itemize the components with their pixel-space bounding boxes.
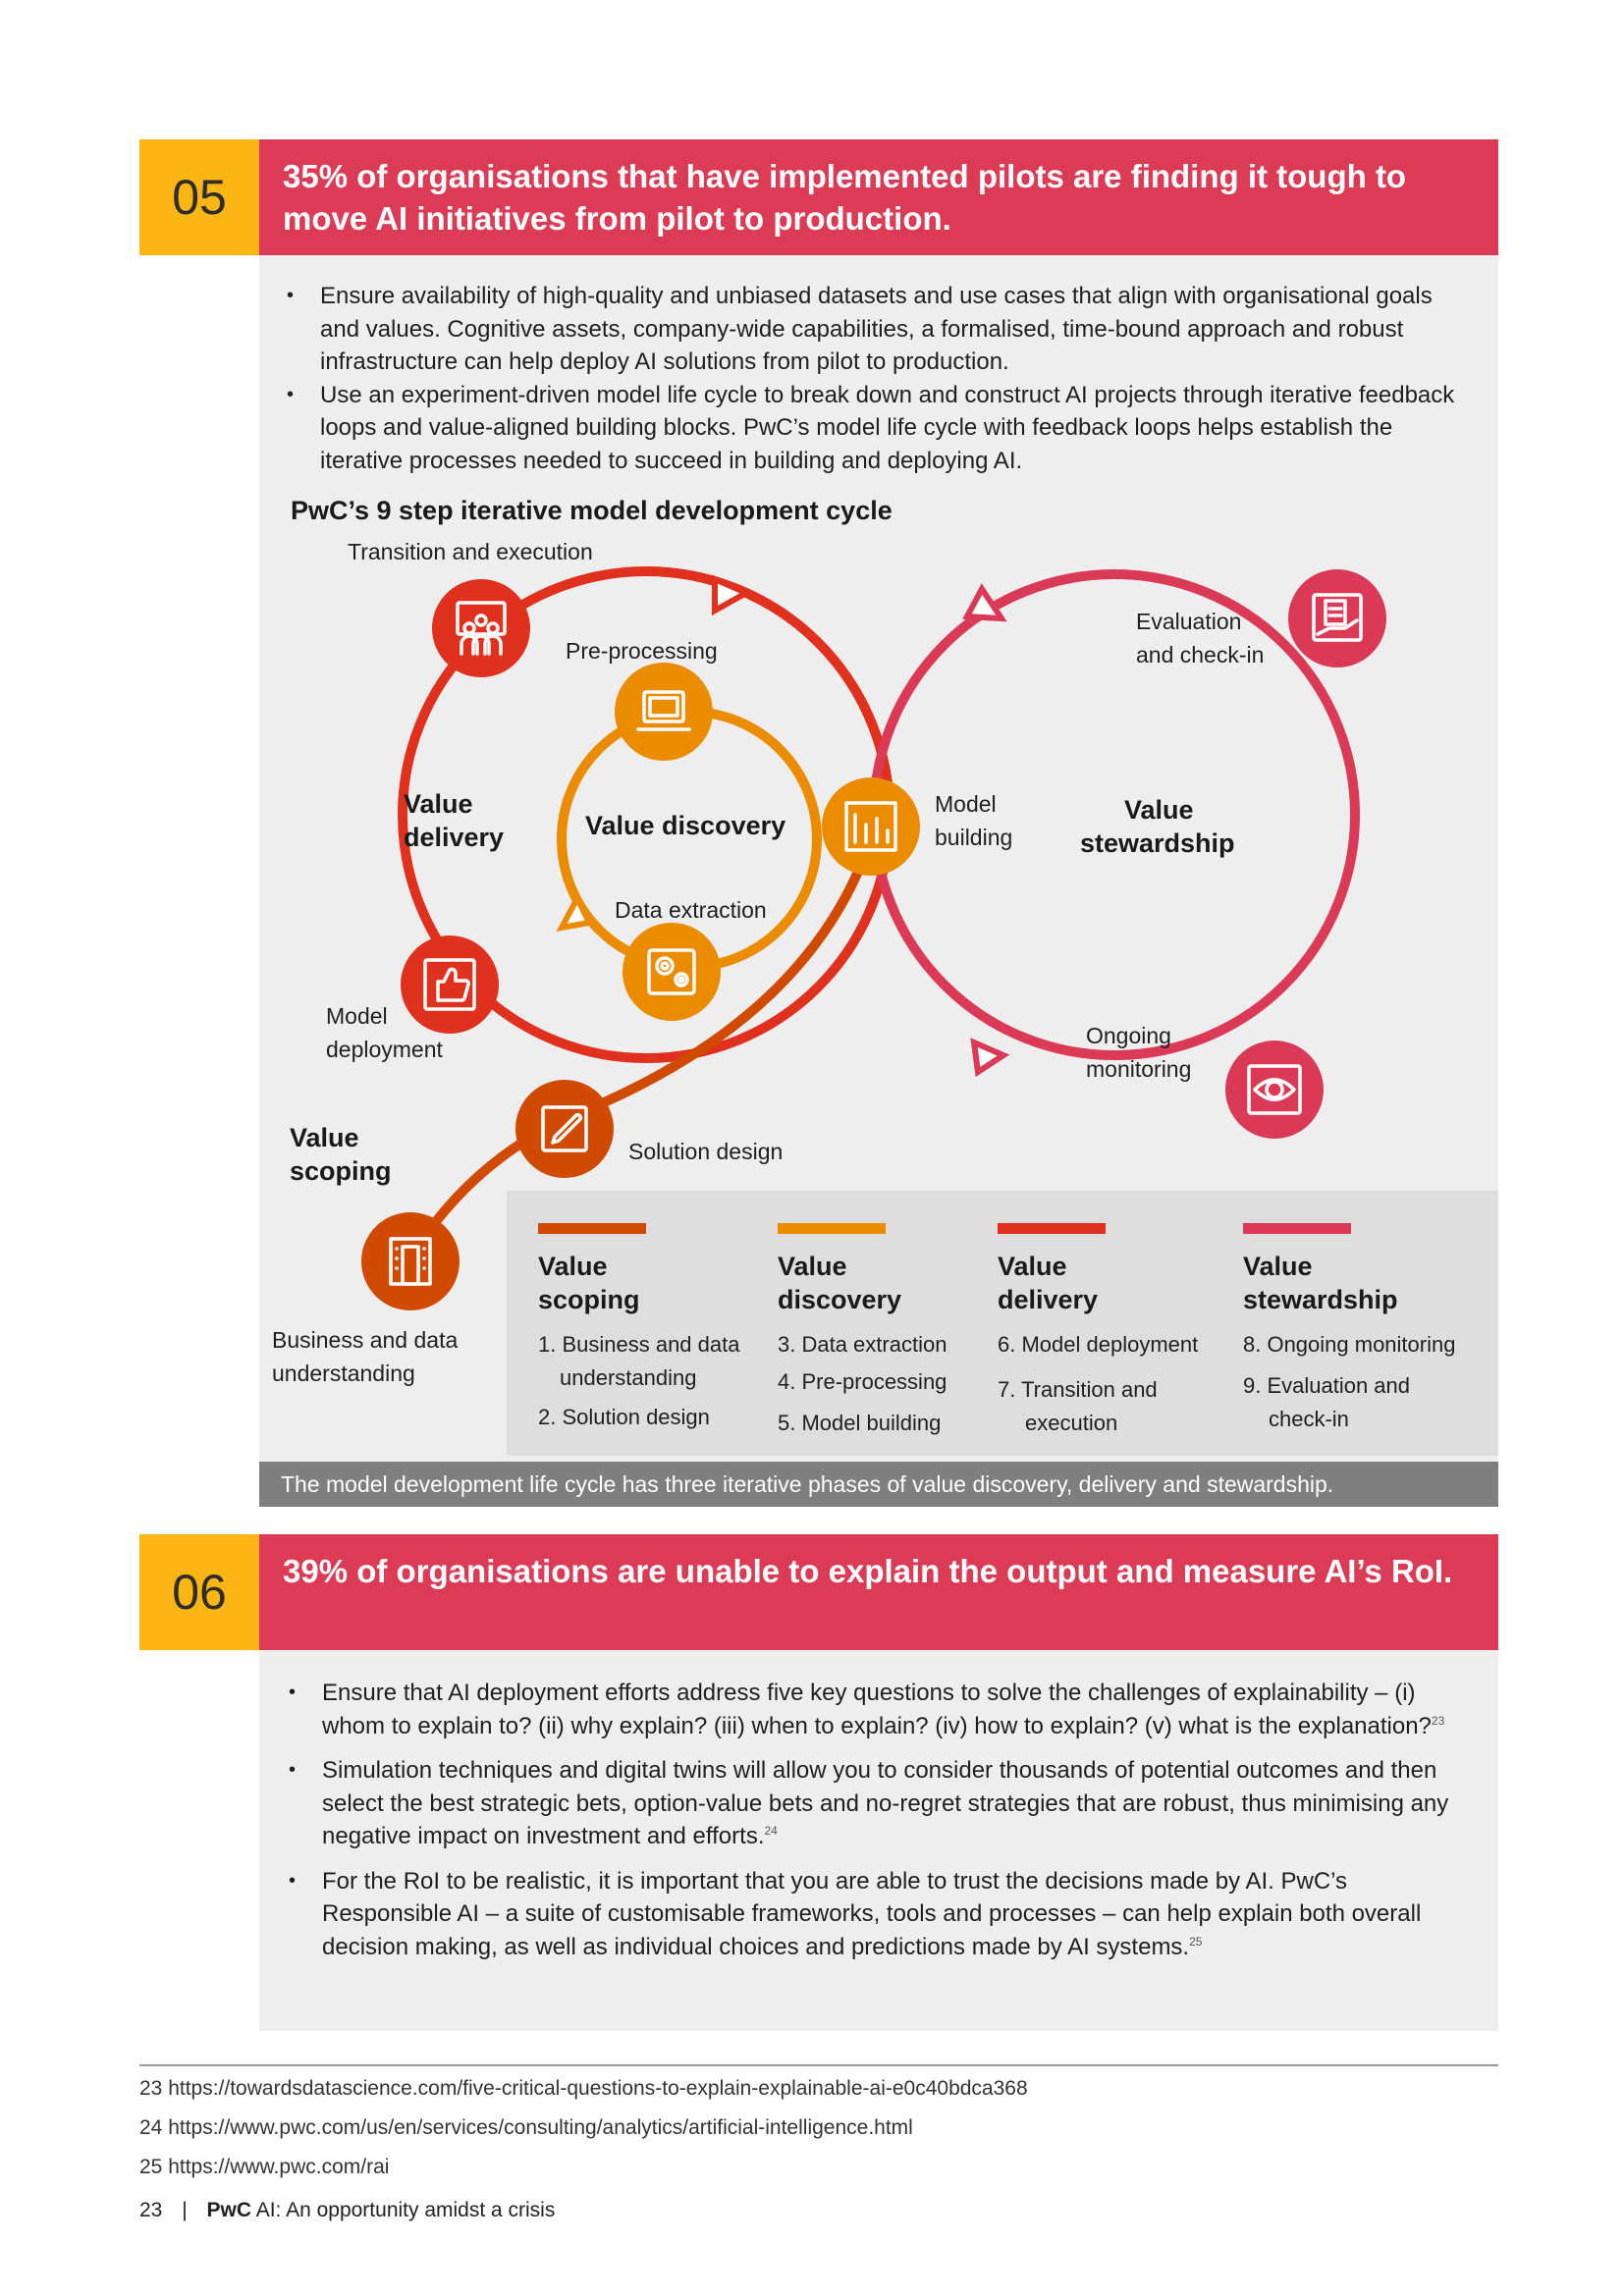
legend-item: 5. Model building — [778, 1411, 942, 1435]
phase-scoping-2: scoping — [290, 1156, 392, 1186]
node-deployment — [401, 935, 499, 1034]
legend-bar — [538, 1223, 646, 1234]
bullet-item — [283, 1677, 1471, 1742]
node-monitoring — [1225, 1041, 1324, 1139]
legend-item: execution — [1025, 1411, 1118, 1435]
footnote-ref[interactable]: 24 — [764, 1824, 778, 1838]
node-preprocessing — [615, 663, 713, 761]
label-deployment-2: deployment — [326, 1037, 443, 1062]
section-number-text: 05 — [172, 170, 227, 225]
footnotes — [139, 2075, 1498, 2181]
legend-title: Value — [778, 1252, 847, 1281]
arrow-delivery — [715, 579, 746, 611]
page-footer — [139, 2199, 555, 2222]
arrow-stewardship-bottom — [974, 1042, 1003, 1072]
legend-title: stewardship — [1243, 1285, 1398, 1314]
footnote-ref[interactable]: 25 — [1189, 1934, 1203, 1949]
legend-item: understanding — [560, 1365, 697, 1390]
footer-title: AI: An opportunity amidst a crisis — [255, 2199, 556, 2221]
legend-item: 7. Transition and — [998, 1377, 1158, 1402]
page-number: 23 — [139, 2199, 163, 2221]
section-number-text: 06 — [172, 1565, 227, 1620]
node-building — [822, 777, 920, 876]
label-deployment-1: Model — [326, 1003, 388, 1029]
legend-item: check-in — [1269, 1407, 1349, 1431]
label-preprocessing: Pre-processing — [566, 638, 718, 664]
phase-scoping-1: Value — [290, 1123, 359, 1152]
footer-separator: | — [182, 2199, 188, 2221]
legend-title: Value — [998, 1252, 1067, 1281]
legend-item: 4. Pre-processing — [778, 1369, 947, 1394]
footnote-link[interactable]: 23 https://towardsdatascience.com/five-critical-questions-to-explain-explainable-ai-e0c40bdca368 — [139, 2077, 1028, 2100]
legend-item: 8. Ongoing monitoring — [1243, 1332, 1456, 1357]
legend-item: 1. Business and data — [538, 1332, 740, 1357]
phase-stewardship-1: Value — [1124, 795, 1194, 825]
diagram-caption: The model development life cycle has three iterative phases of value discovery, delivery and stewardship. — [259, 1462, 1498, 1507]
bullet-item: • Ensure availability of high-quality and unbiased datasets and use cases that align with organisational goals and values. Cognitive assets, company-wide capabilities, a formalised, time-bound approach and robust infrastructure can help deploy AI solutions from pilot to production. — [281, 280, 1459, 379]
section-06-heading: 39% of organisations are unable to explain the output and measure AI’s RoI. — [259, 1534, 1498, 1650]
bullet-text: For the RoI to be realistic, it is important that you are able to trust the decisions made by AI. PwC’s Responsible AI – a suite of customisable frameworks, tools and processes – can help explain both overall decision making, as well as individual choices and predictions made by AI systems. — [322, 1867, 1422, 1960]
arrow-discovery — [562, 898, 589, 928]
phase-delivery-2: delivery — [404, 823, 505, 852]
phase-discovery: Value discovery — [585, 811, 786, 840]
footnote-ref[interactable]: 23 — [1431, 1713, 1445, 1728]
legend-title: Value — [538, 1252, 608, 1281]
bullet-item — [283, 1865, 1471, 1964]
section-05-heading: 35% of organisations that have implemented pilots are finding it tough to move AI initiatives from pilot to production. — [259, 139, 1498, 255]
footnote-link[interactable]: 24 https://www.pwc.com/us/en/services/consulting/analytics/artificial-intelligence.html — [139, 2116, 913, 2139]
bullet-item: • Use an experiment-driven model life cycle to break down and construct AI projects through iterative feedback loops and value-aligned building blocks. PwC’s model life cycle with feedback loops helps establish the iterative processes needed to succeed in building and deploying AI. — [281, 379, 1459, 478]
legend-item: 9. Evaluation and — [1243, 1373, 1411, 1398]
legend-bar — [1243, 1223, 1351, 1234]
section-number-06 — [139, 1534, 259, 1650]
bullet-text: Ensure that AI deployment efforts address five key questions to solve the challenges of explainability – (i) whom to explain to? (ii) why explain? (iii) when to explain? (iv) how to explain? (v) what is the explanation? — [322, 1680, 1432, 1739]
legend-title: discovery — [778, 1285, 902, 1314]
label-transition: Transition and execution — [348, 539, 593, 564]
label-business-1: Business and data — [272, 1327, 459, 1353]
legend-delivery — [998, 1223, 1198, 1440]
label-evaluation-2: and check-in — [1136, 642, 1265, 667]
bullet-item — [283, 1754, 1471, 1853]
node-evaluation — [1288, 569, 1386, 667]
phase-stewardship-2: stewardship — [1080, 828, 1235, 858]
legend-bar — [778, 1223, 886, 1234]
legend-title: scoping — [538, 1285, 640, 1314]
footer-brand: PwC — [206, 2199, 252, 2221]
legend-item: 6. Model deployment — [998, 1332, 1199, 1357]
footnote-divider — [139, 2064, 1498, 2066]
label-evaluation-1: Evaluation — [1136, 609, 1242, 634]
label-building-2: building — [935, 825, 1013, 850]
footnote-link[interactable]: 25 https://www.pwc.com/rai — [139, 2156, 390, 2178]
phase-delivery-1: Value — [404, 789, 473, 819]
label-extraction: Data extraction — [615, 897, 767, 923]
label-building-1: Model — [935, 791, 997, 817]
label-solution: Solution design — [628, 1139, 784, 1164]
label-business-2: understanding — [272, 1361, 415, 1386]
label-monitoring-2: monitoring — [1086, 1056, 1192, 1082]
legend-discovery — [778, 1223, 947, 1440]
label-monitoring-1: Ongoing — [1086, 1023, 1171, 1048]
legend-item: 3. Data extraction — [778, 1332, 947, 1357]
section-06-bullets — [283, 1677, 1471, 1975]
bullet-text: Simulation techniques and digital twins will allow you to consider thousands of potential outcomes and then select the best strategic bets, option-value bets and no-regret strategies that are robust, thus minimising any negative impact on investment and efforts. — [322, 1757, 1449, 1849]
legend-title: delivery — [998, 1285, 1099, 1314]
legend-bar — [998, 1223, 1106, 1234]
node-transition — [432, 579, 530, 677]
legend-stewardship — [1243, 1223, 1455, 1436]
legend-title: Value — [1243, 1252, 1313, 1281]
legend-item: 2. Solution design — [538, 1405, 710, 1429]
legend-scoping — [538, 1223, 739, 1434]
node-business — [361, 1212, 460, 1310]
diagram-title: PwC’s 9 step iterative model development cycle — [291, 496, 893, 525]
